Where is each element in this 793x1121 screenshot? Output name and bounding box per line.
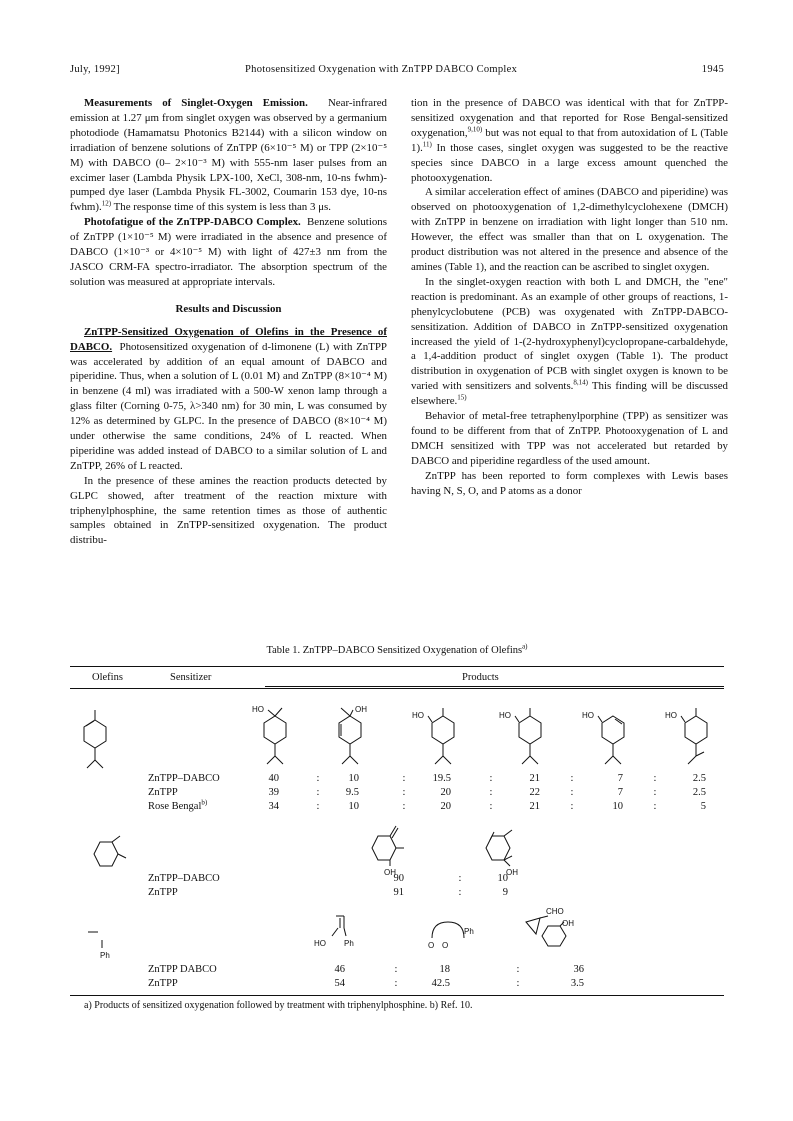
- table-cell: 20: [440, 801, 451, 812]
- svg-text:HO: HO: [499, 711, 511, 720]
- table-cell: 10: [348, 801, 359, 812]
- table-bottom-rule: [70, 995, 724, 996]
- table-row-sensitizer: ZnTPP–DABCO: [148, 873, 220, 884]
- table-cell: 36: [573, 964, 584, 975]
- table-top-rule: [70, 666, 724, 667]
- table-row-sensitizer: Rose Bengal$^{b)}$: [148, 798, 208, 812]
- table-separator: :: [402, 773, 406, 784]
- product1-structure: [250, 702, 310, 782]
- pcb-product1-structure: [310, 914, 370, 954]
- table-separator: :: [458, 873, 462, 884]
- table-separator: :: [570, 787, 574, 798]
- paragraph-heading: ZnTPP-Sensitized Oxygenation of Olefins in the Presence of DABCO.: [70, 325, 387, 353]
- svg-text:Ph: Ph: [344, 939, 354, 948]
- svg-text:HO: HO: [665, 711, 677, 720]
- table-cell: 22: [529, 787, 540, 798]
- table-cell: 54: [334, 978, 345, 989]
- table-separator: :: [489, 801, 493, 812]
- table-cell: 20: [440, 787, 451, 798]
- table-cell: 42.5: [431, 978, 450, 989]
- svg-text:HO: HO: [582, 711, 594, 720]
- right-column: [411, 96, 728, 498]
- table-title: Table 1. ZnTPP–DABCO Sensitized Oxygenation of Olefins$^{a)}$: [266, 642, 528, 656]
- svg-text:OH: OH: [562, 919, 574, 928]
- product3-structure: [410, 702, 470, 782]
- table-cell: 3.5: [570, 978, 584, 989]
- table-cell: 9.5: [345, 787, 359, 798]
- svg-text:O: O: [442, 941, 449, 950]
- table-cell: 7: [617, 787, 623, 798]
- table-cell: 18: [439, 964, 450, 975]
- paragraph: Behavior of metal-free tetraphenylporphine (TPP) as sensitizer was found to be different from that of ZnTPP. Photooxygenation of L and DMCH sensitized with TPP was not accelerated but retarded by DABCO and piperidine regardless of the used amount.: [411, 410, 728, 467]
- table-cell: 21: [529, 773, 540, 784]
- table-row-sensitizer: ZnTPP: [148, 978, 178, 989]
- product2-structure: [325, 702, 385, 782]
- reference-mark: 9,10): [467, 125, 483, 134]
- paragraph-text: In those cases, singlet oxygen was suggested to be the reactive species since DABCO in a large excess amount quenched the photooxygenation.: [411, 141, 728, 184]
- table-cell: 39: [268, 787, 279, 798]
- paragraph: ZnTPP has been reported to form complexes with Lewis bases having N, S, O, and P atoms as a donor: [411, 469, 728, 497]
- paragraph: [70, 96, 387, 215]
- header-sensitizer: Sensitizer: [170, 672, 212, 683]
- table-separator: :: [516, 964, 520, 975]
- svg-text:Ph: Ph: [100, 951, 110, 960]
- table-cell: 46: [334, 964, 345, 975]
- header-title: Photosensitized Oxygenation with ZnTPP DABCO Complex: [245, 64, 518, 75]
- svg-text:OH: OH: [355, 705, 367, 714]
- table-separator: :: [653, 801, 657, 812]
- table-footnote: a) Products of sensitized oxygenation followed by treatment with triphenylphosphine. b) Ref. 10.: [84, 1000, 473, 1011]
- table-cell: 40: [268, 773, 279, 784]
- paragraph: [411, 96, 728, 185]
- running-header: [70, 64, 724, 80]
- paragraph-text: The response time of this system is less than 3 μs.: [111, 201, 331, 214]
- svg-text:HO: HO: [314, 939, 326, 948]
- products-rule: [265, 686, 724, 687]
- table-row-sensitizer: ZnTPP: [148, 787, 178, 798]
- svg-text:HO: HO: [412, 711, 424, 720]
- svg-text:Ph: Ph: [464, 927, 474, 936]
- table-separator: :: [653, 787, 657, 798]
- paragraph: [70, 325, 387, 474]
- paragraph-text: Photosensitized oxygenation of d-limonene (L) with ZnTPP was accelerated by addition of an equal amount of DABCO and piperidine. Thus, when a solution of L (0.01 M) and ZnTPP (8×10⁻⁴ M) in benzene (4 ml) was irradiated with a 500-W xenon lamp through a glass filter (Corning 0-75, λ>340 nm) for 30 min, L was consumed by 12% as determined by GLPC. In the presence of DABCO (8×10⁻⁴ M) under otherwise the same conditions, 24% of L reacted. When piperidine was added instead of DABCO to a similar solution of L and ZnTPP, 26% of L reacted.: [70, 340, 387, 472]
- table-cell: 2.5: [692, 787, 706, 798]
- table-separator: :: [516, 978, 520, 989]
- table-separator: :: [394, 978, 398, 989]
- reference-mark: 8,14): [573, 378, 588, 387]
- paragraph: In the presence of these amines the reaction products detected by GLPC showed, after treatment of the reaction mixture with triphenylphosphine, the same retention times as those of authentic samples obtained in ZnTPP-sensitized oxygenation. The product distribu-: [70, 474, 387, 547]
- table-separator: :: [570, 773, 574, 784]
- table-separator: :: [316, 787, 320, 798]
- table-separator: :: [570, 801, 574, 812]
- header-olefins: Olefins: [92, 672, 123, 683]
- paragraph: A similar acceleration effect of amines (DABCO and piperidine) was observed on photooxygenation of 1,2-dimethylcyclohexene (DMCH) with ZnTPP in benzene on irradiation with light longer than 510 nm. However, the effect was smaller than that on L oxygenation. The product distribution was not altered in the presence and absence of the amines (Table 1), and the reaction can be ascribed to singlet oxygen.: [411, 186, 728, 273]
- footnote-mark: a): [522, 642, 528, 651]
- reference-mark: 12): [101, 199, 112, 208]
- table-separator: :: [316, 801, 320, 812]
- product5-structure: [580, 702, 640, 782]
- paragraph-heading: Measurements of Singlet-Oxygen Emission.: [84, 97, 308, 109]
- table-cell: 10: [348, 773, 359, 784]
- dmch-product1-structure: [368, 826, 418, 876]
- reference-mark: 15): [457, 393, 467, 402]
- table-separator: :: [394, 964, 398, 975]
- table-cell: 19.5: [432, 773, 451, 784]
- dmch-structure: [88, 836, 128, 876]
- product4-structure: [497, 702, 557, 782]
- table-cell: 34: [268, 801, 279, 812]
- svg-text:CHO: CHO: [546, 907, 564, 916]
- paragraph-text: This finding will be discussed elsewhere.: [411, 380, 728, 408]
- table-cell: 7: [617, 773, 623, 784]
- paragraph-heading: Photofatigue of the ZnTPP-DABCO Complex.: [84, 216, 301, 229]
- limonene-structure: [80, 710, 120, 790]
- table-row-sensitizer: ZnTPP DABCO: [148, 964, 217, 975]
- table-separator: :: [489, 787, 493, 798]
- pcb-product2-structure: [424, 918, 494, 958]
- header-date: July, 1992]: [70, 64, 120, 75]
- reference-mark: 11): [422, 140, 432, 149]
- left-column: [70, 96, 387, 548]
- svg-text:HO: HO: [252, 705, 264, 714]
- paragraph-text: In the singlet-oxygen reaction with both L and DMCH, the "ene" reaction is predominant. As an example of other groups of reactions, 1-phenylcyclobutene (PCB) was oxygenated with ZnTPP-DABCO-sensitization. Addition of DABCO in ZnTPP-sensitized oxygenation increased the yield of 1-(2-hydroxyphenyl)cyclopropane-carbaldehyde, a 1,4-addition product of singlet oxygen (Table 1). The product distribution in oxygenation of PCB with singlet oxygen is known to be varied with sensitizers and solvents.: [411, 275, 728, 393]
- paragraph-text: but was not equal to that from autoxidation of L (Table 1).: [411, 126, 728, 154]
- table-cell: 90: [393, 873, 404, 884]
- table-cell: 91: [393, 887, 404, 898]
- table-separator: :: [402, 801, 406, 812]
- table-separator: :: [653, 773, 657, 784]
- paragraph-text: Near-infrared emission at 1.27 μm from singlet oxygen was observed by a germanium photodiode (Hamamatsu Photonics B2144) with a silicon window on irradiation of benzene solutions of ZnTPP (6×10⁻⁵ M) or TPP (2×10⁻⁵ M) with DABCO (0– 2×10⁻³ M) with 555-nm laser pulses from an excimer laser (Lambda Physik LPX-100, XeCl, 308-nm, 10-ns fwhm)-pumped dye laser (Lambda Physik FL-3002, Coumarin 153 dye, 10-ns fwhm).: [70, 97, 387, 214]
- table-row-sensitizer: ZnTPP: [148, 887, 178, 898]
- product6-structure: [663, 702, 723, 782]
- svg-text:O: O: [428, 941, 435, 950]
- table-cell: 2.5: [692, 773, 706, 784]
- table-row-sensitizer: ZnTPP–DABCO: [148, 773, 220, 784]
- table-cell: 9: [502, 887, 508, 898]
- header-page-number: 1945: [701, 64, 724, 75]
- pcb-structure: [88, 922, 128, 962]
- paragraph-text: Benzene solutions of ZnTPP (1×10⁻⁵ M) were irradiated in the absence and presence of DABCO (1×10⁻³ or 4×10⁻⁵ M) with light of 427±3 nm from the JASCO CRM-FA spectro-irradiator. The absorption spectrum of the solution was measured at appropriate intervals.: [70, 216, 387, 288]
- pcb-product3-structure: [522, 904, 592, 964]
- paragraph: [411, 275, 728, 409]
- paragraph-text: tion in the presence of DABCO was identical with that for ZnTPP-sensitized oxygenation and that reported for Rose Bengal-sensitized oxygenation,: [411, 97, 728, 139]
- paragraph: [70, 215, 387, 290]
- table-header-rule: [70, 688, 724, 689]
- section-heading: Results and Discussion: [175, 302, 282, 315]
- table-separator: :: [489, 773, 493, 784]
- table-cell: 10: [497, 873, 508, 884]
- table-separator: :: [316, 773, 320, 784]
- table-separator: :: [402, 787, 406, 798]
- svg-text:OH: OH: [384, 868, 396, 877]
- table-cell: 21: [529, 801, 540, 812]
- svg-text:OH: OH: [506, 868, 518, 877]
- table-cell: 5: [700, 801, 706, 812]
- table-cell: 10: [612, 801, 623, 812]
- header-products: Products: [462, 672, 499, 683]
- dmch-product2-structure: [482, 826, 532, 876]
- table-separator: :: [458, 887, 462, 898]
